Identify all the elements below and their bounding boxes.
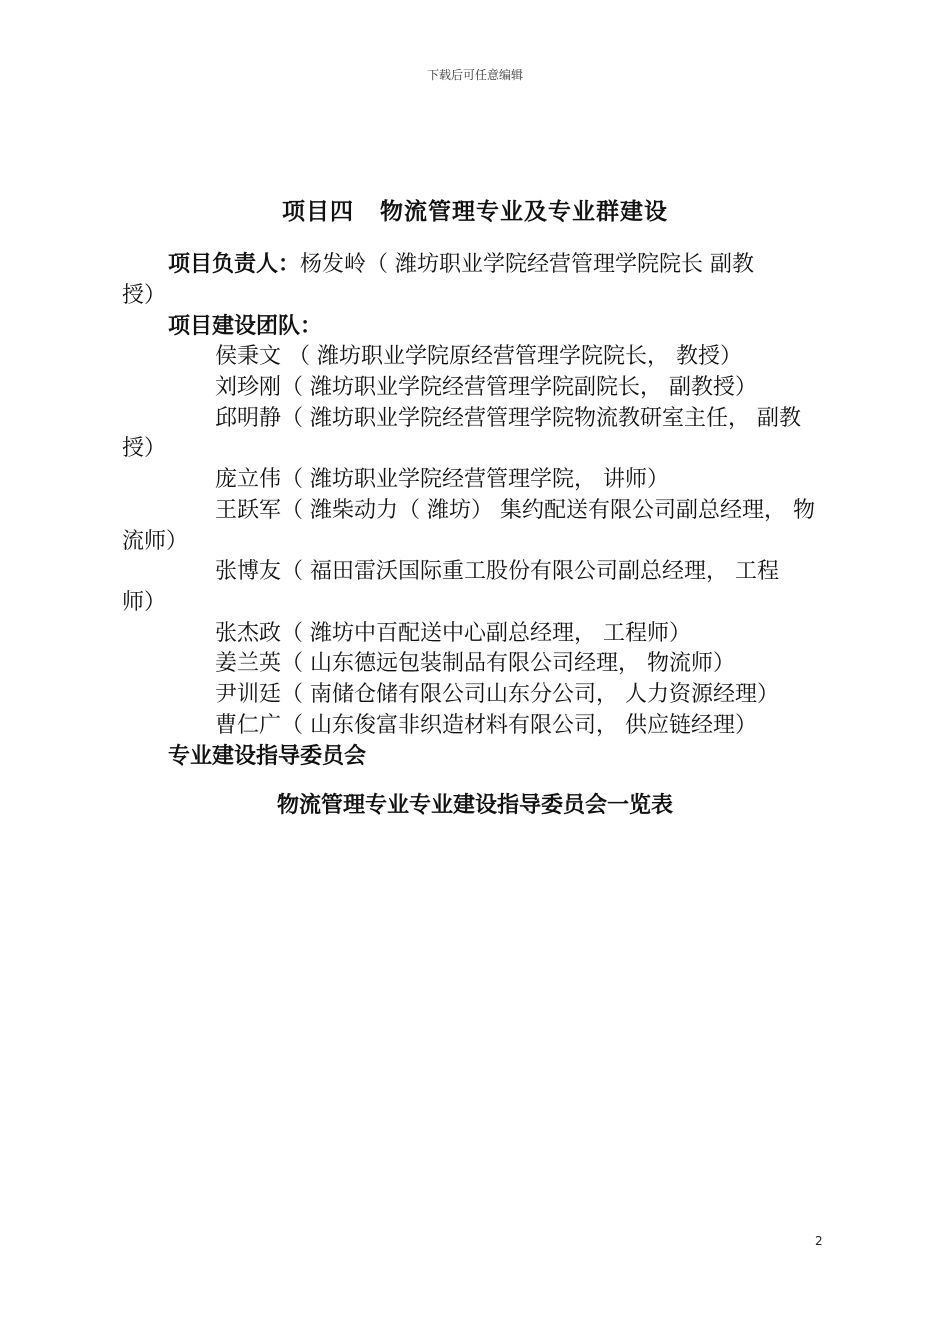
team-member: 邱明静（ 潍坊职业学院经营管理学院物流教研室主任， 副教 (215, 406, 801, 431)
team-member: 王跃军（ 潍柴动力（ 潍坊） 集约配送有限公司副总经理， 物 (215, 498, 815, 523)
team-member: 张博友（ 福田雷沃国际重工股份有限公司副总经理， 工程 (215, 559, 779, 584)
table-title: 物流管理专业专业建设指导委员会一览表 (276, 793, 673, 818)
project-leader (168, 250, 754, 280)
team-member: 张杰政（ 潍坊中百配送中心副总经理， 工程师） (215, 621, 691, 646)
team-member-wrap: 流师） (122, 529, 189, 554)
project-leader-text: 杨发岭（ 潍坊职业学院经营管理学院院长 副教 (300, 252, 755, 277)
team-label: 项目建设团队： (168, 314, 323, 339)
team-member: 曹仁广（ 山东俊富非织造材料有限公司， 供应链经理） (215, 713, 757, 738)
team-member: 庞立伟（ 潍坊职业学院经营管理学院， 讲师） (215, 467, 669, 492)
section-title-number: 项目四 (282, 199, 354, 225)
section-title-text: 物流管理专业及专业群建设 (380, 199, 668, 225)
section-title (0, 193, 950, 226)
team-member: 侯秉文 （ 潍坊职业学院原经营管理学院院长， 教授） (215, 344, 742, 369)
team-member: 尹训廷（ 南储仓储有限公司山东分公司， 人力资源经理） (215, 682, 779, 707)
page-header: 下载后可任意编辑 (426, 68, 523, 82)
committee-label: 专业建设指导委员会 (168, 744, 367, 769)
project-leader-wrap: 授） (122, 283, 167, 308)
team-member: 姜兰英（ 山东德远包装制品有限公司经理， 物流师） (215, 651, 735, 676)
page-number: 2 (815, 1234, 823, 1248)
team-member: 刘珍刚（ 潍坊职业学院经营管理学院副院长， 副教授） (215, 375, 757, 400)
team-member-wrap: 授） (122, 436, 167, 461)
team-member-wrap: 师） (122, 590, 167, 615)
project-leader-label: 项目负责人： (168, 252, 301, 277)
